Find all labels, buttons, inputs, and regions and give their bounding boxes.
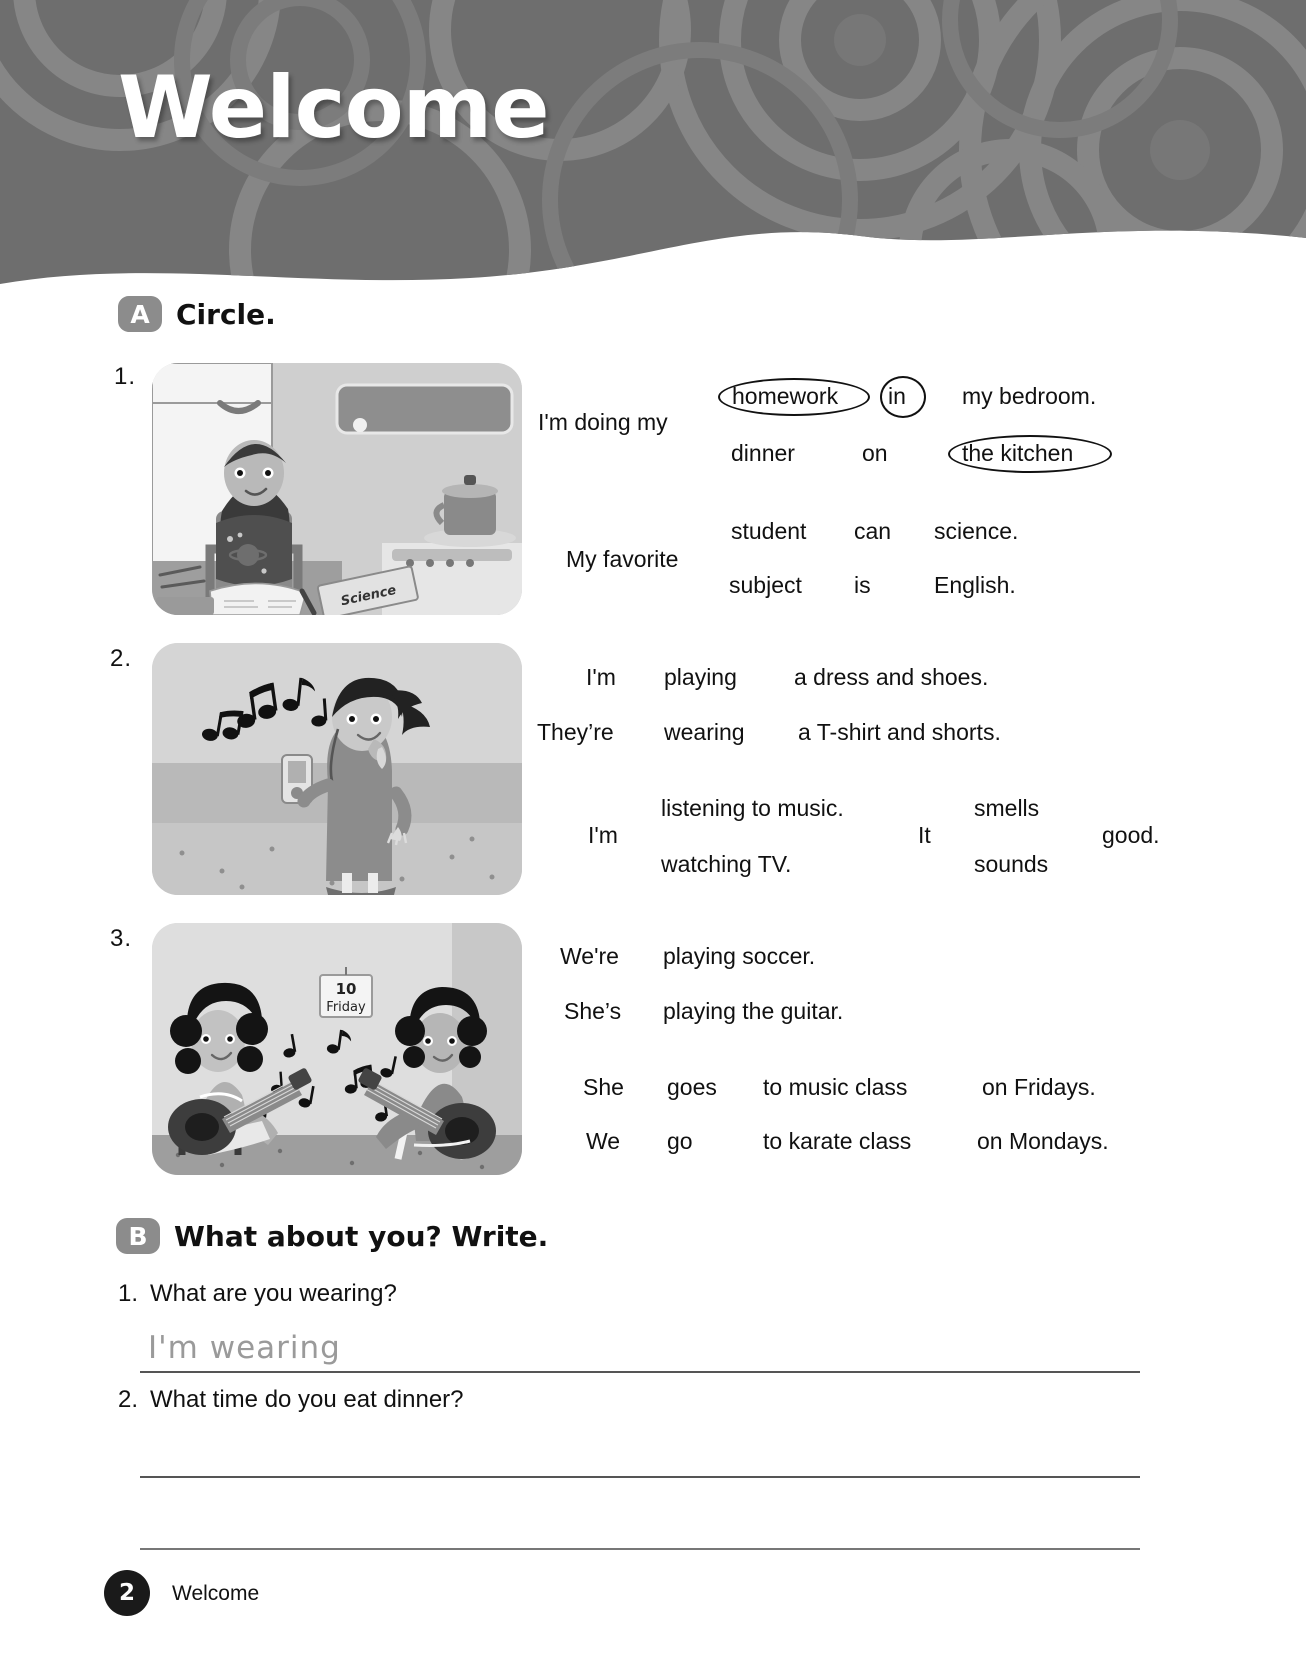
item1-choice-subject[interactable]: subject: [729, 572, 802, 598]
section-a-header: [118, 296, 276, 332]
item1-tail-kitchen[interactable]: the kitchen: [962, 440, 1074, 466]
item3-when-mondays[interactable]: on Mondays.: [977, 1128, 1109, 1154]
item2-object-tshirt[interactable]: a T-shirt and shorts.: [798, 719, 1001, 745]
item3-predicate-soccer[interactable]: playing soccer.: [663, 943, 816, 969]
section-a-title: Circle.: [176, 297, 276, 331]
question-1-text: What are you wearing?: [150, 1280, 397, 1307]
item2-option-watching[interactable]: watching TV.: [661, 851, 792, 877]
item2-stem-im: I'm: [588, 822, 618, 848]
item1-choice-student[interactable]: student: [731, 518, 807, 544]
item1-tail-english[interactable]: English.: [934, 572, 1016, 598]
item3-subject-shes[interactable]: She’s: [564, 998, 622, 1024]
svg-text:10: 10: [335, 980, 357, 998]
item3-when-fridays[interactable]: on Fridays.: [982, 1074, 1096, 1100]
item-number-2: 2.: [110, 645, 133, 672]
question-2-text: What time do you eat dinner?: [150, 1386, 464, 1413]
item2-verb-playing[interactable]: playing: [664, 664, 737, 690]
item3-verb-goes[interactable]: goes: [667, 1074, 717, 1100]
section-a-badge: A: [118, 296, 162, 332]
item3-object-music-class[interactable]: to music class: [763, 1074, 908, 1100]
illustration-boy-doing-homework-in-kitchen: [152, 363, 522, 615]
circle-mark-homework: [718, 378, 870, 416]
item1-stem-2: My favorite: [566, 546, 679, 572]
item2-object-dress[interactable]: a dress and shoes.: [794, 664, 989, 690]
item3-verb-go[interactable]: go: [667, 1128, 693, 1154]
item-number-1: 1.: [114, 363, 137, 390]
item1-mid-can[interactable]: can: [854, 518, 892, 544]
page-banner: [0, 0, 1306, 300]
item3-object-karate-class[interactable]: to karate class: [763, 1128, 912, 1154]
item3-subject-we[interactable]: We: [586, 1128, 621, 1154]
page-number-badge: 2: [104, 1570, 150, 1616]
circle-mark-in: [880, 376, 926, 418]
item2-subject-1[interactable]: I'm: [586, 664, 616, 690]
answer-line-1[interactable]: [140, 1371, 1140, 1373]
answer-1-hint: I'm wearing: [148, 1330, 341, 1366]
page-title: Welcome: [118, 58, 549, 158]
question-1-number: 1.: [118, 1280, 139, 1307]
item3-predicate-guitar[interactable]: playing the guitar.: [663, 998, 844, 1024]
item1-mid-on[interactable]: on: [862, 440, 888, 466]
item1-stem-1: I'm doing my: [538, 409, 668, 435]
item-number-3: 3.: [110, 925, 133, 952]
svg-text:Science: Science: [339, 582, 398, 610]
item3-subject-were[interactable]: We're: [560, 943, 619, 969]
section-b-badge: B: [116, 1218, 160, 1254]
illustration-two-kids-playing-guitars: [152, 923, 522, 1175]
circle-mark-the-kitchen: [948, 435, 1112, 473]
item2-verb-wearing[interactable]: wearing: [664, 719, 745, 745]
item1-choice-homework[interactable]: homework: [732, 383, 839, 409]
section-b-header: [116, 1218, 548, 1254]
item1-choice-dinner[interactable]: dinner: [731, 440, 795, 466]
item1-mid-is[interactable]: is: [854, 572, 871, 598]
question-2-number: 2.: [118, 1386, 139, 1413]
item2-option-smells[interactable]: smells: [974, 795, 1040, 821]
answer-line-2[interactable]: [140, 1476, 1140, 1478]
item2-subject-2[interactable]: They’re: [537, 719, 614, 745]
item2-stem-it: It: [918, 822, 931, 848]
svg-text:Friday: Friday: [326, 1000, 366, 1015]
footer-divider: [140, 1548, 1140, 1550]
footer-unit-label: Welcome: [172, 1582, 260, 1605]
item1-mid-in[interactable]: in: [888, 383, 906, 409]
illustration-girl-listening-to-music: [152, 643, 522, 895]
item2-tail-good[interactable]: good.: [1102, 822, 1160, 848]
item2-option-sounds[interactable]: sounds: [974, 851, 1049, 877]
item1-tail-science[interactable]: science.: [934, 518, 1019, 544]
item2-option-listening[interactable]: listening to music.: [661, 795, 844, 821]
section-b-title: What about you? Write.: [174, 1219, 549, 1253]
item3-subject-she[interactable]: She: [583, 1074, 624, 1100]
item1-tail-bedroom[interactable]: my bedroom.: [962, 383, 1097, 409]
